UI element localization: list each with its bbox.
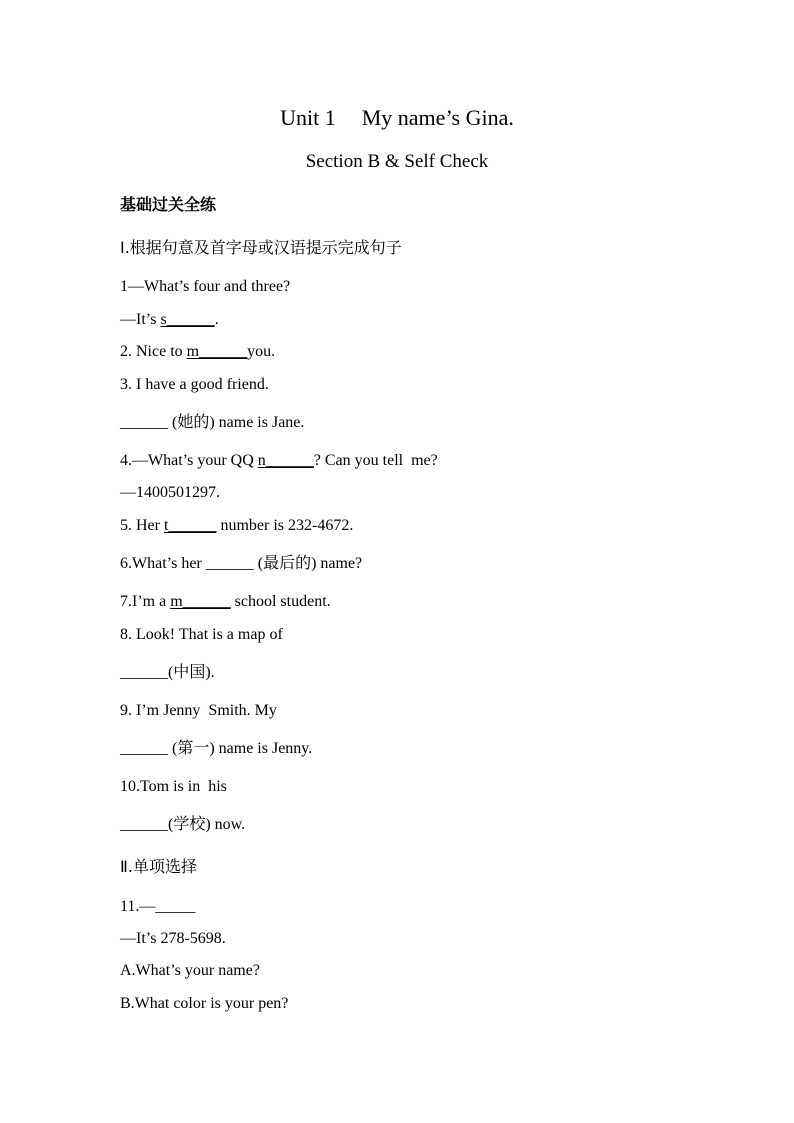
- part2-heading: Ⅱ.单项选择: [120, 857, 197, 876]
- question-line: —It’s 278-5698.: [120, 930, 226, 947]
- question-line: 5. Her t______ number is 232-4672.: [120, 517, 354, 534]
- question-line: ______(中国).: [120, 664, 215, 681]
- option-line: B.What color is your pen?: [120, 995, 289, 1012]
- question-line: 4.—What’s your QQ n______? Can you tell me?: [120, 452, 438, 469]
- unit-title: [0, 104, 794, 132]
- question-line: 10.Tom is in his: [120, 778, 227, 795]
- question-line: 3. I have a good friend.: [120, 376, 269, 393]
- answer-blank[interactable]: t______: [163, 517, 217, 534]
- question-line: ______ (第一) name is Jenny.: [120, 740, 313, 757]
- answer-blank[interactable]: s______: [160, 311, 215, 328]
- question-line: 9. I’m Jenny Smith. My: [120, 702, 277, 719]
- section-subtitle: Section B & Self Check: [305, 151, 489, 172]
- unit-name: My name’s Gina.: [361, 105, 514, 130]
- question-line: 6.What’s her ______ (最后的) name?: [120, 555, 363, 572]
- part1-heading: Ⅰ.根据句意及首字母或汉语提示完成句子: [120, 238, 402, 257]
- answer-blank[interactable]: m______: [186, 343, 248, 360]
- question-line: 1—What’s four and three?: [120, 278, 291, 295]
- answer-blank[interactable]: m______: [170, 593, 231, 610]
- answer-blank[interactable]: n______: [257, 452, 314, 469]
- question-line: 11.—_____: [120, 898, 196, 915]
- question-line: ______(学校) now.: [120, 816, 246, 833]
- question-line: —1400501297.: [120, 484, 220, 501]
- unit-number: Unit 1: [280, 105, 336, 130]
- question-line: ______ (她的) name is Jane.: [120, 414, 305, 431]
- question-line: 8. Look! That is a map of: [120, 626, 283, 643]
- question-line: 2. Nice to m______you.: [120, 343, 276, 360]
- question-line: 7.I’m a m______ school student.: [120, 593, 331, 610]
- option-line: A.What’s your name?: [120, 962, 260, 979]
- question-line: —It’s s______.: [120, 311, 219, 328]
- section-heading: 基础过关全练: [120, 195, 217, 214]
